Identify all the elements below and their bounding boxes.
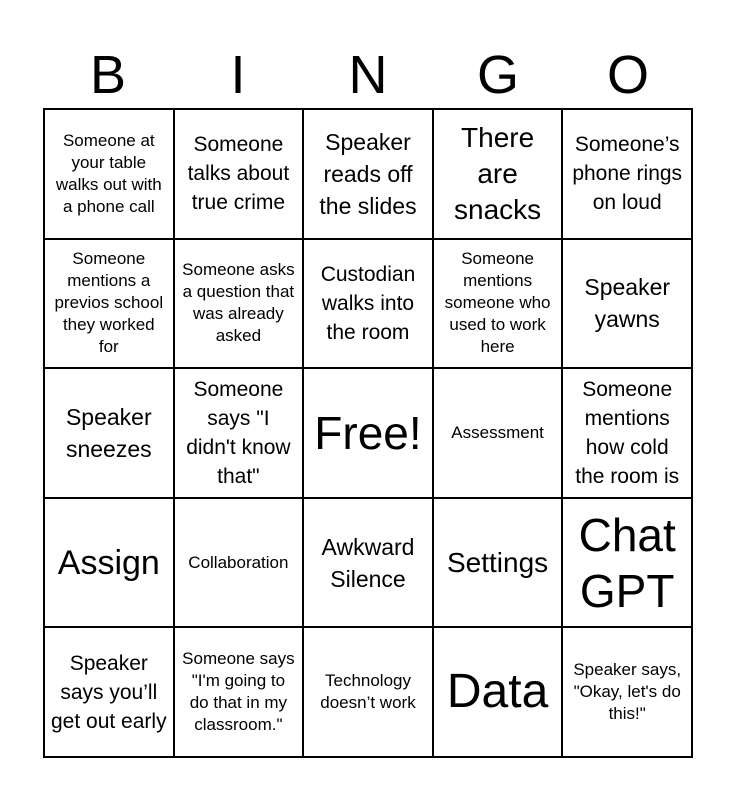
bingo-cell-chat-gpt[interactable]: Chat GPT bbox=[562, 498, 692, 628]
bingo-cell-lets-do-this[interactable]: Speaker says, "Okay, let's do this!" bbox=[562, 627, 692, 757]
header-letter-i: I bbox=[230, 45, 246, 105]
bingo-cell-snacks[interactable]: There are snacks bbox=[433, 109, 563, 239]
header-letter-o: O bbox=[606, 45, 649, 105]
bingo-cell-speaker-yawns[interactable]: Speaker yawns bbox=[562, 239, 692, 369]
bingo-cell-assign[interactable]: Assign bbox=[44, 498, 174, 628]
bingo-header bbox=[43, 40, 693, 110]
bingo-cell-speaker-sneezes[interactable]: Speaker sneezes bbox=[44, 368, 174, 498]
header-letter-g: G bbox=[476, 45, 519, 105]
bingo-cell-collaboration[interactable]: Collaboration bbox=[174, 498, 304, 628]
bingo-cell-didnt-know[interactable]: Someone says "I didn't know that" bbox=[174, 368, 304, 498]
bingo-cell-phone-rings[interactable]: Someone’s phone rings on loud bbox=[562, 109, 692, 239]
bingo-cell-do-in-classroom[interactable]: Someone says "I'm going to do that in my classroom." bbox=[174, 627, 304, 757]
bingo-cell-previous-school[interactable]: Someone mentions a previos school they worked for bbox=[44, 239, 174, 369]
bingo-cell-true-crime[interactable]: Someone talks about true crime bbox=[174, 109, 304, 239]
bingo-cell-custodian[interactable]: Custodian walks into the room bbox=[303, 239, 433, 369]
bingo-cell-settings[interactable]: Settings bbox=[433, 498, 563, 628]
bingo-cell-reads-slides[interactable]: Speaker reads off the slides bbox=[303, 109, 433, 239]
bingo-cell-repeat-question[interactable]: Someone asks a question that was already asked bbox=[174, 239, 304, 369]
bingo-cell-cold-room[interactable]: Someone mentions how cold the room is bbox=[562, 368, 692, 498]
header-letter-n: N bbox=[348, 45, 388, 105]
bingo-cell-free-space[interactable]: Free! bbox=[303, 368, 433, 498]
bingo-cell-awkward-silence[interactable]: Awkward Silence bbox=[303, 498, 433, 628]
bingo-cell-phone-call[interactable]: Someone at your table walks out with a phone call bbox=[44, 109, 174, 239]
bingo-cell-former-colleague[interactable]: Someone mentions someone who used to work here bbox=[433, 239, 563, 369]
header-letter-b: B bbox=[89, 45, 127, 105]
bingo-cell-out-early[interactable]: Speaker says you’ll get out early bbox=[44, 627, 174, 757]
bingo-board bbox=[43, 108, 693, 758]
bingo-cell-data[interactable]: Data bbox=[433, 627, 563, 757]
bingo-cell-technology-fails[interactable]: Technology doesn’t work bbox=[303, 627, 433, 757]
bingo-cell-assessment[interactable]: Assessment bbox=[433, 368, 563, 498]
